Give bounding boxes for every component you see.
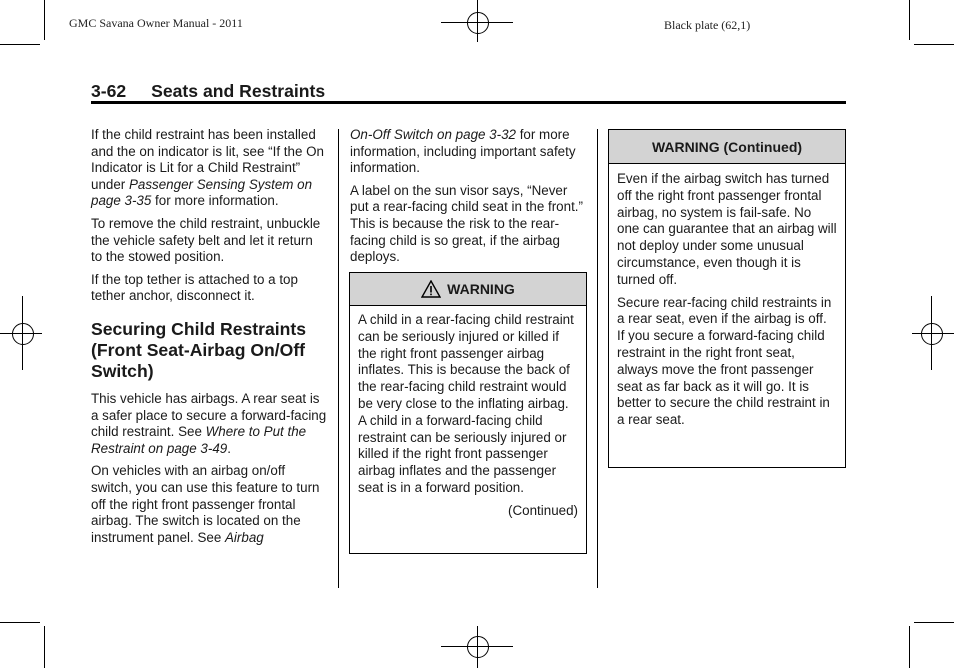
crop-mark [0, 44, 40, 45]
warning-title: WARNING (Continued) [651, 138, 803, 155]
cross-reference[interactable]: On-Off Switch on page 3-32 [350, 127, 516, 142]
crop-mark [0, 622, 40, 623]
cross-reference[interactable]: Passenger Sensing System on page 3-35 [91, 176, 313, 209]
crop-mark [909, 0, 910, 40]
crop-mark [909, 626, 910, 668]
column-divider [338, 129, 339, 588]
warning-box [349, 272, 587, 554]
column-2 [350, 127, 587, 272]
warning-body [350, 306, 586, 520]
crop-mark [44, 0, 45, 40]
cross-reference[interactable]: Where to Put the Restraint on page 3-49 [91, 424, 307, 456]
heading-rule [91, 101, 846, 104]
warning-text: Even if the airbag switch has turned off the right front passenger frontal airbag, no system is fail-safe. No one can guarantee that an airbag will not deploy under some unusual circumstance, even though it is turned off. [617, 171, 837, 287]
paragraph: This vehicle has airbags. A rear seat is a safer place to secure a forward-facing child restraint. See Where to Put the Restraint on page 3-49. [91, 390, 327, 456]
warning-text: A child in a rear-facing child restraint can be seriously injured or killed if the right front passenger airbag inflates. This is because the back of the rear-facing child restraint would be very close to the inflating airbag. A child in a forward-facing child restraint can be seriously injured or killed if the right front passenger airbag inflates and the passenger seat is in a forward position. [358, 312, 574, 495]
crop-mark [44, 626, 45, 668]
column-1 [91, 127, 327, 552]
paragraph: On-Off Switch on page 3-32 for more information, including important safety information. [350, 127, 576, 176]
crop-mark [914, 622, 954, 623]
manual-title: GMC Savana Owner Manual - 2011 [69, 16, 243, 30]
paragraph: If the top tether is attached to a top tether anchor, disconnect it. [91, 271, 298, 304]
page-heading [91, 81, 325, 102]
warning-box-continued [608, 129, 846, 468]
warning-header [609, 130, 845, 164]
plate-label: Black plate (62,1) [664, 18, 751, 32]
paragraph: To remove the child restraint, unbuckle the vehicle safety belt and let it return to the stowed position. [91, 215, 321, 265]
continued-label: (Continued) [508, 502, 578, 518]
cross-reference[interactable]: Airbag [225, 529, 264, 545]
paragraph: If the child restraint has been installed and the on indicator is lit, see “If the On Indicator is Lit for a Child Restraint” under Passenger Sensing System on page 3-35 for more information. [91, 127, 324, 209]
page-number: 3-62 [91, 81, 127, 101]
warning-icon [421, 280, 441, 298]
column-divider [597, 129, 598, 588]
subsection-heading: Securing Child Restraints (Front Seat-Airbag On/Off Switch) [91, 318, 307, 381]
paragraph: A label on the sun visor says, “Never put a rear-facing child seat in the front.” This is because the risk to the rear-facing child is so great, if the airbag deploys. [350, 182, 583, 265]
warning-header [350, 273, 586, 306]
paragraph: On vehicles with an airbag on/off switch, you can use this feature to turn off the right front passenger frontal airbag. The switch is located on the instrument panel. See Airbag [91, 463, 320, 545]
section-title: Seats and Restraints [151, 81, 326, 101]
warning-title: WARNING [447, 281, 515, 297]
warning-body [609, 164, 845, 429]
warning-text: Secure rear-facing child restraints in a rear seat, even if the airbag is off. If you secure a forward-facing child restraint in the right front seat, always move the front passenger seat as far back as it will go. It is better to secure the child restraint in a rear seat. [617, 294, 832, 428]
crop-mark [914, 44, 954, 45]
